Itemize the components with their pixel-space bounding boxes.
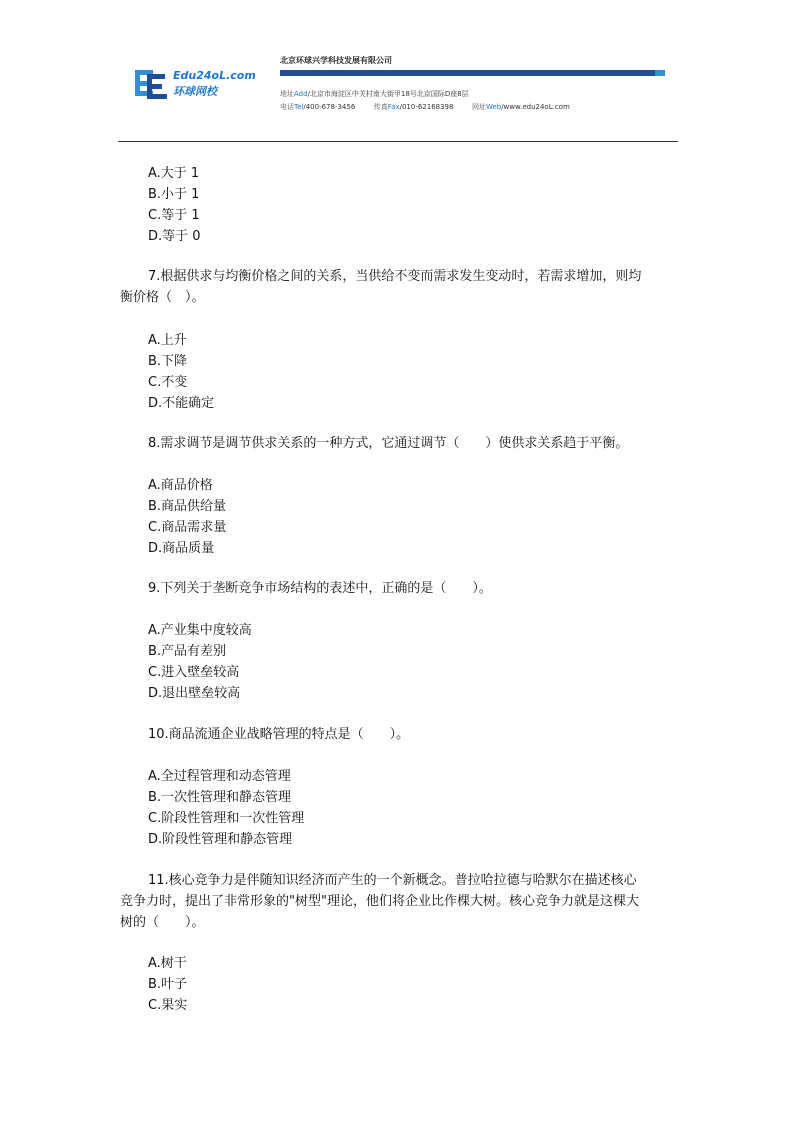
header-band-accent xyxy=(655,70,665,76)
logo-text-cn: 环球网校 xyxy=(173,85,217,98)
option-d: D.商品质量 xyxy=(148,541,215,556)
edu24ol-logo xyxy=(133,67,256,101)
option-c: C.不变 xyxy=(148,375,188,390)
option-c: C.商品需求量 xyxy=(148,520,227,535)
option-b: B.一次性管理和静态管理 xyxy=(148,790,292,805)
option-a: A.全过程管理和动态管理 xyxy=(148,769,291,784)
address-line: 地址Add/北京市海淀区中关村南大街甲18号北京国际D座8层 xyxy=(280,90,469,98)
option-a: A.产业集中度较高 xyxy=(148,623,252,638)
option-d: D.退出壁垒较高 xyxy=(148,686,241,701)
question-7 xyxy=(120,266,680,308)
option-b: B.叶子 xyxy=(148,977,188,992)
header-divider xyxy=(118,141,678,142)
company-name: 北京环球兴学科技发展有限公司 xyxy=(280,56,392,65)
option-a: A.大于 1 xyxy=(148,166,200,181)
logo-text-en: Edu24oL.com xyxy=(173,69,256,82)
option-a: A.树干 xyxy=(148,956,187,971)
contact-line: 电话Tel/400-678-3456 传真Fax/010-62168398 网址Web/www.edu24oL.com xyxy=(280,103,570,111)
question-text-cont: 衡价格（ ）。 xyxy=(120,290,205,305)
question-9 xyxy=(148,578,680,599)
question-text: 7.根据供求与均衡价格之间的关系，当供给不变而需求发生变动时，若需求增加，则均 xyxy=(148,269,642,284)
option-c: C.等于 1 xyxy=(148,208,200,223)
question-8 xyxy=(148,433,680,454)
option-c: C.果实 xyxy=(148,998,188,1013)
option-a: A.上升 xyxy=(148,333,187,348)
question-text: 11.核心竞争力是伴随知识经济而产生的一个新概念。普拉哈拉德与哈默尔在描述核心 xyxy=(148,873,637,888)
question-text: 10.商品流通企业战略管理的特点是（ ）。 xyxy=(148,727,410,742)
question-text-cont: 竞争力时，提出了非常形象的"树型"理论，他们将企业比作棵大树。核心竞争力就是这棵大 xyxy=(120,894,639,909)
option-d: D.不能确定 xyxy=(148,396,215,411)
option-b: B.小于 1 xyxy=(148,187,200,202)
question-text-cont: 树的（ ）。 xyxy=(120,915,205,930)
option-b: B.商品供给量 xyxy=(148,499,227,514)
option-c: C.阶段性管理和一次性管理 xyxy=(148,811,305,826)
option-b: B.下降 xyxy=(148,354,188,369)
question-11 xyxy=(120,870,680,933)
question-10 xyxy=(148,724,680,745)
page-header xyxy=(0,0,794,145)
option-a: A.商品价格 xyxy=(148,478,213,493)
option-d: D.等于 0 xyxy=(148,229,201,244)
question-text: 8.需求调节是调节供求关系的一种方式，它通过调节（ ）使供求关系趋于平衡。 xyxy=(148,436,629,451)
option-d: D.阶段性管理和静态管理 xyxy=(148,832,293,847)
logo-mark-icon xyxy=(133,67,171,101)
option-b: B.产品有差别 xyxy=(148,644,227,659)
question-text: 9.下列关于垄断竞争市场结构的表述中，正确的是（ ）。 xyxy=(148,581,492,596)
option-c: C.进入壁垒较高 xyxy=(148,665,240,680)
header-band xyxy=(280,70,665,76)
